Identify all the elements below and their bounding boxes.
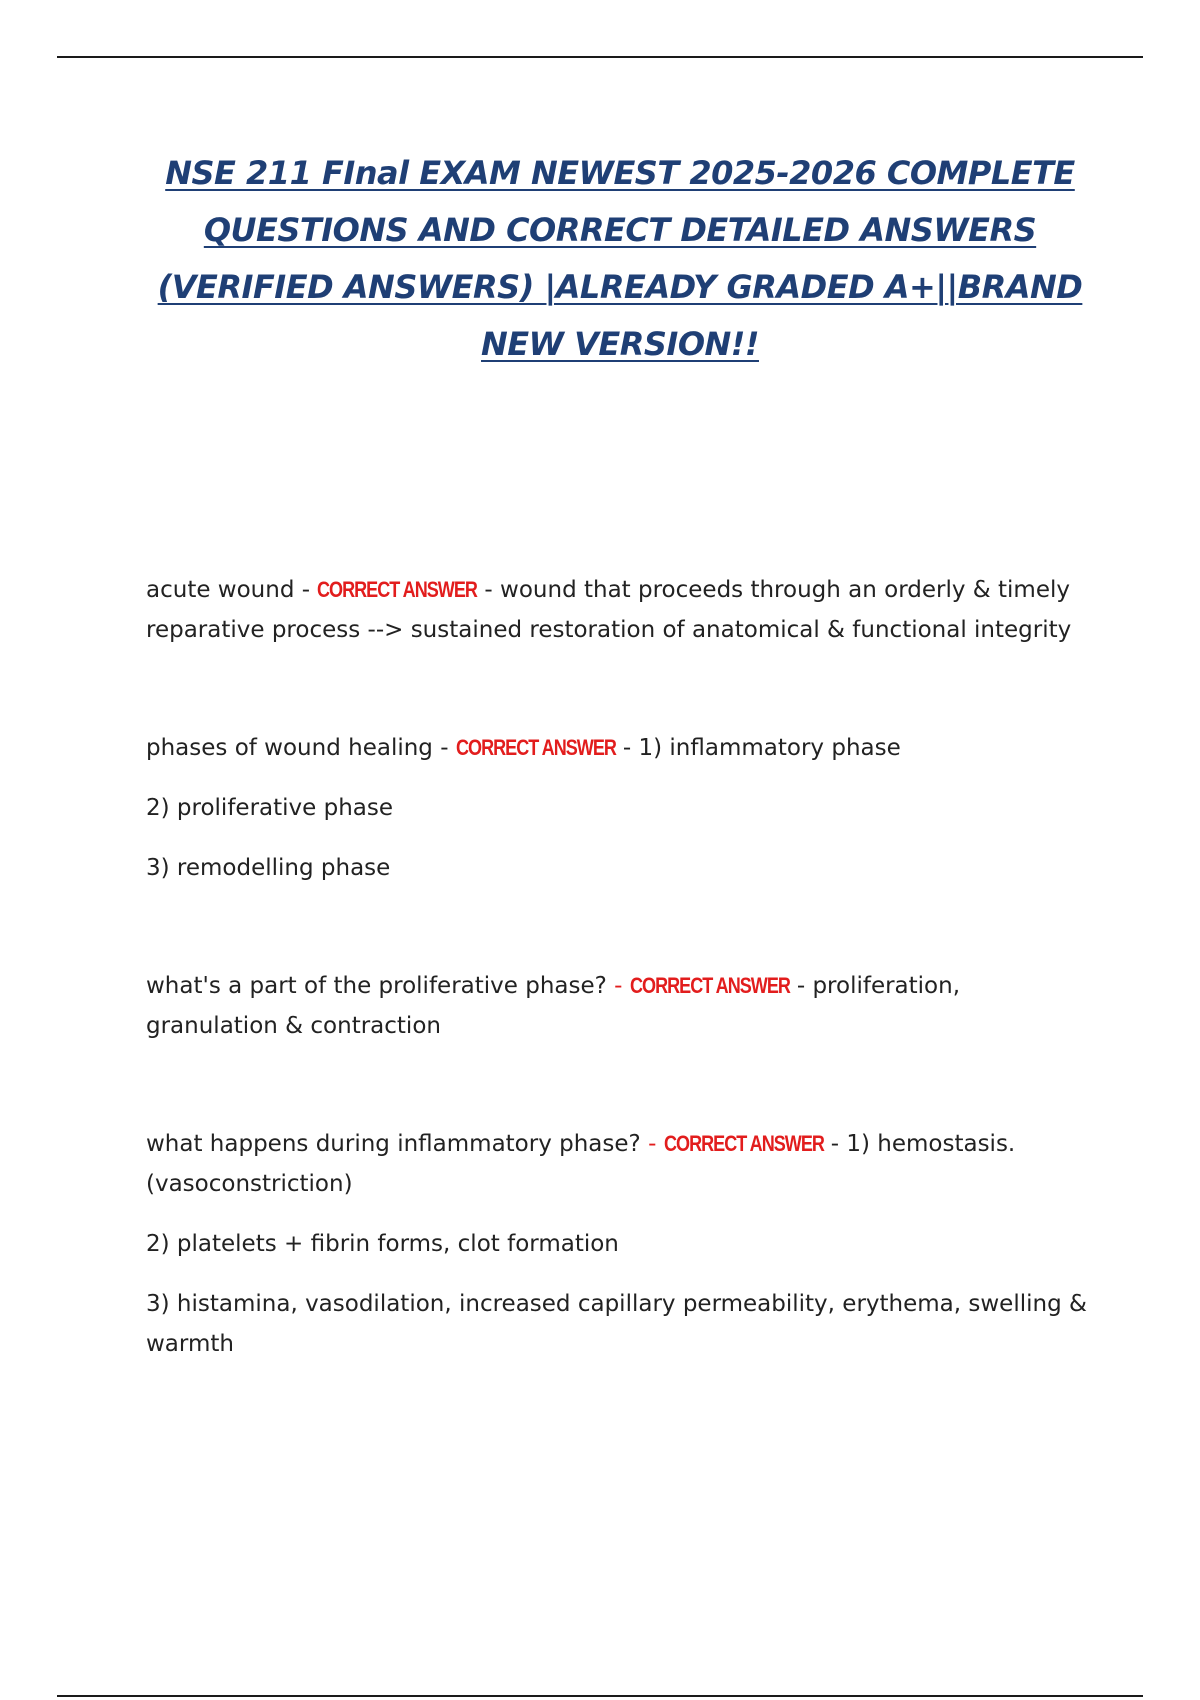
- top-divider: [57, 56, 1143, 58]
- title-line-3: (VERIFIED ANSWERS) |ALREADY GRADED A+||BRAND: [157, 268, 1083, 306]
- answer-text: 1) hemostasis. (vasoconstriction): [146, 1131, 1016, 1197]
- question-text: acute wound: [146, 577, 295, 603]
- correct-answer-marker: CORRECT ANSWER: [455, 735, 616, 760]
- answer-text: proliferation, granulation & contraction: [146, 973, 961, 1039]
- bottom-divider: [57, 1695, 1143, 1697]
- question-text: what happens during inflammatory phase?: [146, 1131, 641, 1157]
- answer-line: 2) platelets + fibrin forms, clot formation: [146, 1231, 619, 1257]
- qa-item-inflammatory-phase: [146, 1124, 1096, 1364]
- answer-line: 3) histamina, vasodilation, increased capillary permeability, erythema, swelling & warmth: [146, 1291, 1087, 1357]
- qa-first-line: phases of wound healing - CORRECT ANSWER - 1) inflammatory phase: [146, 728, 1096, 768]
- answer-text: 1) inflammatory phase: [638, 735, 901, 761]
- answer-text: wound that proceeds through an orderly & timely reparative process --> sustained restoration of anatomical & functional integrity: [146, 577, 1072, 643]
- qa-item-proliferative-phase: [146, 966, 1096, 1046]
- correct-answer-marker: CORRECT ANSWER: [629, 973, 790, 998]
- answer-line: 3) remodelling phase: [146, 855, 391, 881]
- question-text: what's a part of the proliferative phase?: [146, 973, 607, 999]
- qa-first-line: what's a part of the proliferative phase? - CORRECT ANSWER - proliferation, granulation & contraction: [146, 966, 1096, 1046]
- title-line-4: NEW VERSION!!: [481, 325, 759, 363]
- question-text: phases of wound healing: [146, 735, 433, 761]
- title-line-2: QUESTIONS AND CORRECT DETAILED ANSWERS: [203, 211, 1037, 249]
- qa-first-line: what happens during inflammatory phase? - CORRECT ANSWER - 1) hemostasis. (vasoconstriction): [146, 1124, 1096, 1204]
- qa-item-phases-of-wound-healing: [146, 728, 1096, 888]
- title-line-1: NSE 211 FInal EXAM NEWEST 2025-2026 COMPLETE: [165, 154, 1075, 192]
- correct-answer-marker: CORRECT ANSWER: [663, 1131, 824, 1156]
- document-title: [140, 145, 1100, 373]
- answer-line: 2) proliferative phase: [146, 795, 394, 821]
- correct-answer-marker: CORRECT ANSWER: [317, 577, 478, 602]
- qa-first-line: acute wound - CORRECT ANSWER - wound that proceeds through an orderly & timely reparative process --> sustained restoration of anatomical & functional integrity: [146, 570, 1096, 650]
- qa-list: [146, 570, 1096, 1364]
- qa-item-acute-wound: [146, 570, 1096, 650]
